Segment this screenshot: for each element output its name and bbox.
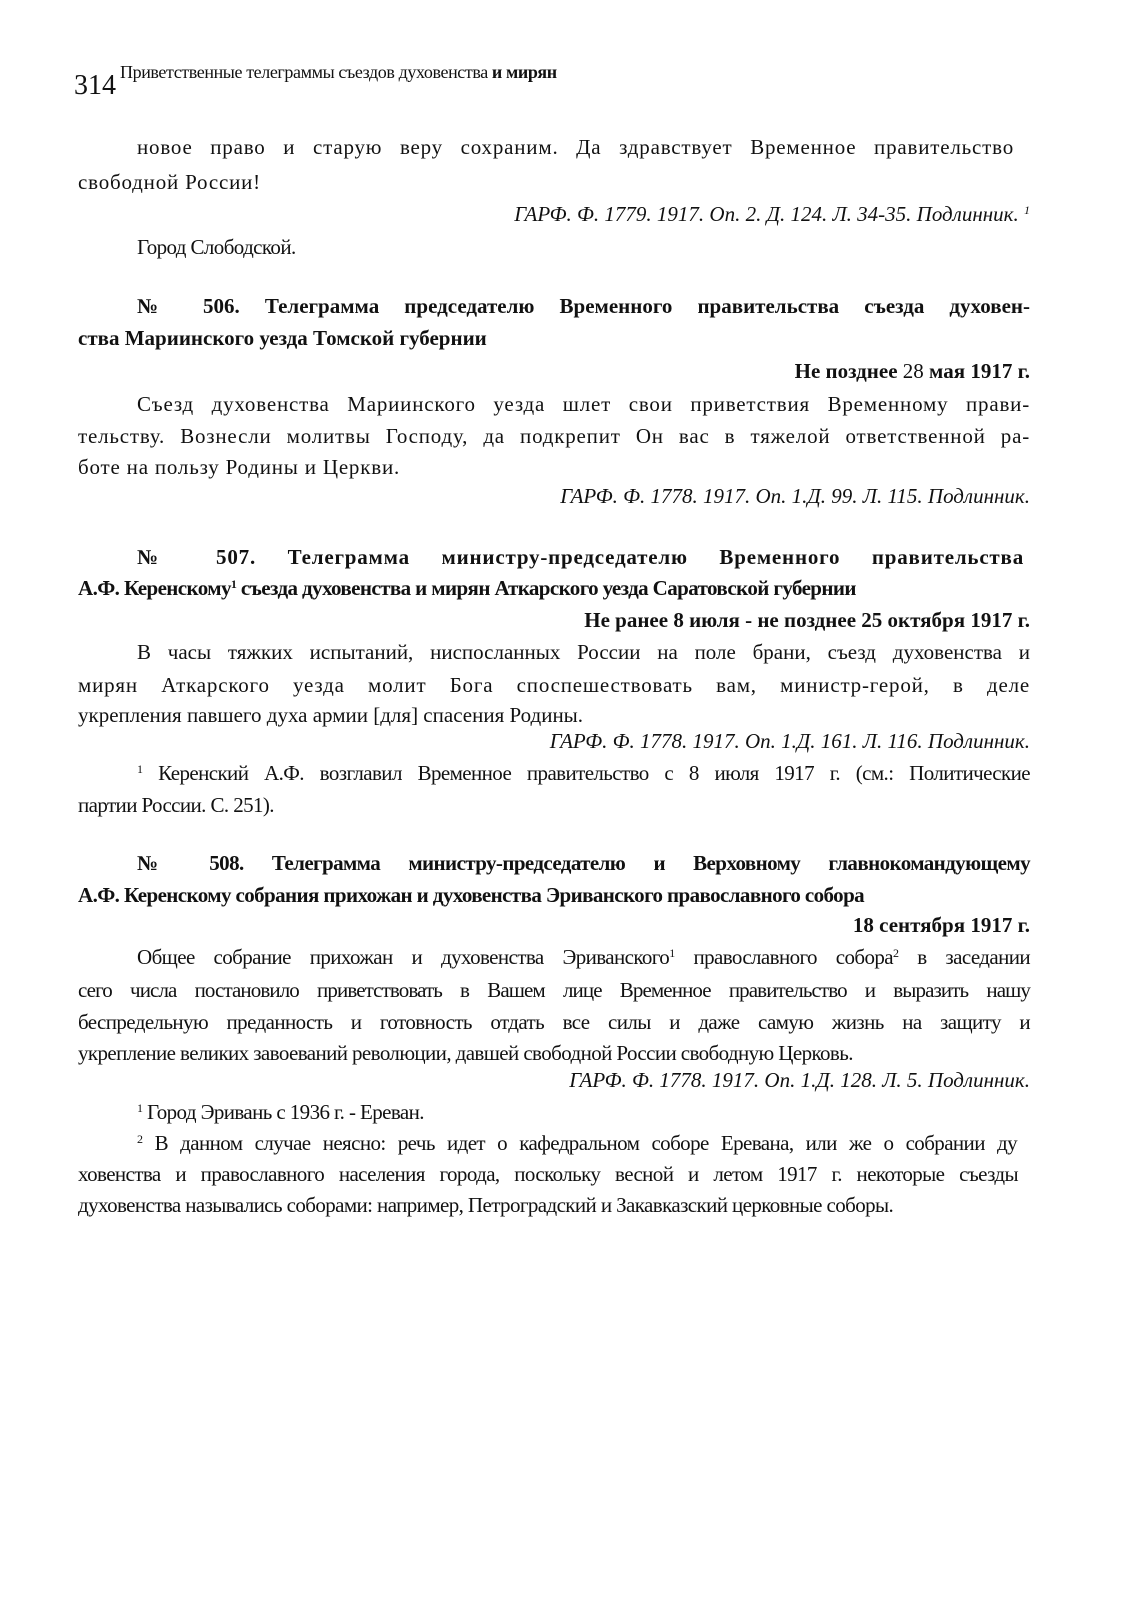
body-line: свободной России! — [78, 170, 261, 194]
doc-heading-line: № 506. Телеграмма председателю Временного правительства съезда духовен- — [137, 294, 1030, 318]
archive-source: ГАРФ. Ф. 1778. 1917. Оп. 1.Д. 99. Л. 115. Подлинник. — [560, 484, 1030, 508]
date-part: мая 1917 г. — [929, 359, 1030, 383]
header-title-bold: и мирян — [491, 62, 557, 82]
doc-date — [795, 357, 1030, 385]
header-title-regular: Приветственные телеграммы съездов духовенства — [120, 62, 488, 82]
footnote — [137, 1129, 1017, 1157]
body-line: беспредельную преданность и готовность отдать все силы и даже самую жизнь на защиту и — [78, 1010, 1030, 1034]
footnote-mark: 1 — [137, 1101, 143, 1115]
page-number: 314 — [74, 70, 116, 101]
body-line: новое право и старую веру сохраним. Да здравствует Временное правительство — [137, 135, 1014, 159]
footnote-line: партии России. С. 251). — [78, 793, 274, 817]
date-part: 28 — [902, 359, 924, 383]
doc-heading-line — [78, 574, 1030, 602]
doc-date: 18 сентября 1917 г. — [852, 913, 1030, 937]
doc-date: Не ранее 8 июля - не позднее 25 октября 1917 г. — [584, 608, 1030, 632]
footnote-mark: 1 — [1024, 203, 1030, 217]
doc-heading-line: № 508. Телеграмма министру-председателю и Верховному главнокомандующему — [137, 851, 1030, 875]
archive-source: ГАРФ. Ф. 1778. 1917. Оп. 1.Д. 128. Л. 5. Подлинник. — [569, 1068, 1030, 1092]
body-line: укрепление великих завоеваний революции, давшей свободной России свободную Церковь. — [78, 1041, 853, 1065]
body-line: В часы тяжких испытаний, ниспосланных России на поле брани, съезд духовенства и — [137, 640, 1030, 664]
footnote-mark: 1 — [669, 946, 675, 960]
body-text: Общее собрание прихожан и духовенства Эриванского — [137, 945, 670, 969]
footnote-line: духовенства назывались соборами: например, Петроградский и Закавказский церковные соборы. — [78, 1193, 894, 1217]
body-line: укрепления павшего духа армии [для] спасения Родины. — [78, 703, 584, 727]
body-text: в заседании — [898, 945, 1030, 969]
heading-text: съезда духовенства и мирян Аткарского уезда Саратовской губернии — [236, 576, 856, 600]
body-line: тельству. Вознесли молитвы Господу, да подкрепит Он вас в тяжелой ответственной ра- — [78, 424, 1030, 448]
header-title — [120, 60, 557, 84]
footnote-text: В данном случае неясно: речь идет о кафедральном соборе Еревана, или же о собрании ду — [142, 1131, 1017, 1155]
place-name: Город Слободской. — [137, 235, 296, 259]
archive-source-text: ГАРФ. Ф. 1779. 1917. Оп. 2. Д. 124. Л. 34-35. Подлинник. — [514, 202, 1019, 226]
archive-source: ГАРФ. Ф. 1778. 1917. Оп. 1.Д. 161. Л. 116. Подлинник. — [549, 729, 1030, 753]
footnote-mark: 2 — [892, 946, 899, 960]
footnote-mark: 2 — [137, 1132, 143, 1146]
footnote — [137, 1098, 424, 1126]
date-part: Не позднее — [794, 359, 898, 383]
body-text: православного собора — [674, 945, 893, 969]
footnote — [137, 759, 1030, 787]
footnote-line: ховенства и православного населения города, поскольку весной и летом 1917 г. некоторые съезды — [78, 1162, 1018, 1186]
archive-source — [514, 200, 1030, 228]
body-line: сего числа постановило приветствовать в Вашем лице Временное правительство и выразить нашу — [78, 978, 1030, 1002]
body-line: боте на пользу Родины и Церкви. — [78, 455, 401, 479]
doc-heading-line: № 507. Телеграмма министру-председателю Временного правительства — [137, 545, 1024, 569]
doc-heading-line: А.Ф. Керенскому собрания прихожан и духовенства Эриванского православного собора — [78, 883, 865, 907]
heading-text: А.Ф. Керенскому — [78, 576, 231, 600]
doc-heading-line: ства Мариинского уезда Томской губернии — [78, 326, 487, 350]
footnote-text: Керенский А.Ф. возглавил Временное правительство с 8 июля 1917 г. (см.: Политические — [142, 761, 1030, 785]
body-line: мирян Аткарского уезда молит Бога споспешествовать вам, министр-герой, в деле — [78, 673, 1030, 697]
footnote-mark: 1 — [137, 762, 143, 776]
body-line — [137, 943, 1030, 971]
footnote-text: Город Эривань с 1936 г. - Ереван. — [142, 1100, 424, 1124]
footnote-mark: 1 — [230, 577, 237, 591]
body-line: Съезд духовенства Мариинского уезда шлет свои приветствия Временному прави- — [137, 392, 1030, 416]
